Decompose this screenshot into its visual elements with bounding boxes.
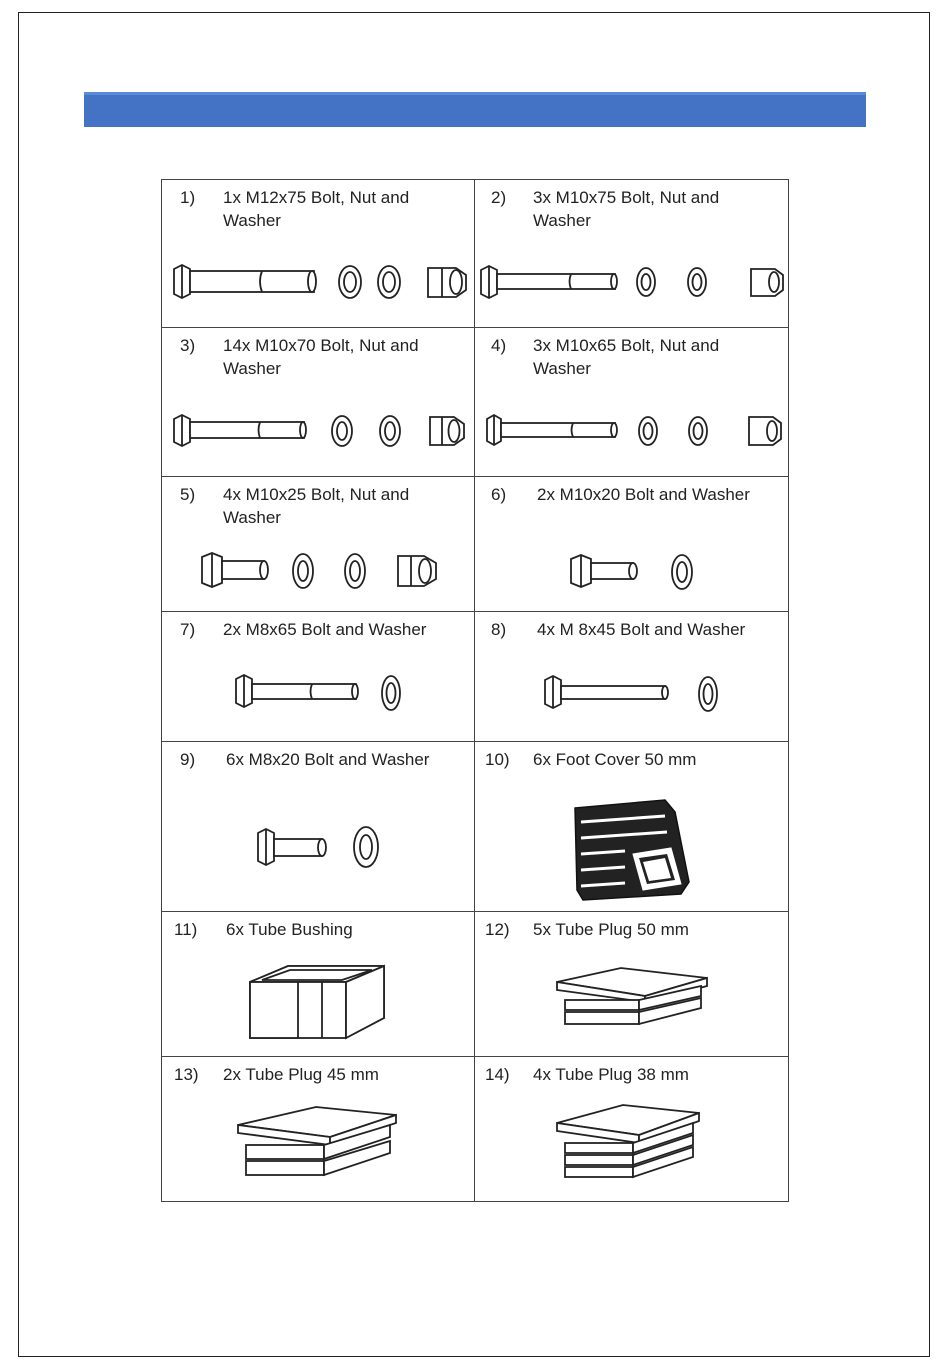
part-description: 6x Tube Bushing	[226, 920, 353, 939]
part-cell-2	[474, 180, 789, 327]
part-cell-14	[474, 1056, 789, 1202]
tube-bushing-icon	[162, 912, 475, 1057]
bolt-nut-washer-icon	[162, 477, 475, 612]
bolt-washer-icon	[475, 612, 790, 742]
part-description: 1x M12x75 Bolt, Nut and Washer	[223, 188, 410, 230]
part-cell-10	[474, 741, 789, 911]
part-number: 12)	[485, 920, 510, 939]
part-cell-4	[474, 327, 789, 476]
header-bar	[84, 92, 866, 127]
part-cell-11	[162, 911, 475, 1056]
part-description: 4x Tube Plug 38 mm	[533, 1065, 689, 1084]
part-number: 3)	[180, 336, 196, 355]
part-number: 6)	[491, 485, 507, 504]
part-description: 3x M10x65 Bolt, Nut and Washer	[533, 336, 720, 378]
part-description: 4x M 8x45 Bolt and Washer	[537, 620, 746, 639]
part-number: 4)	[491, 336, 507, 355]
part-number: 14)	[485, 1065, 510, 1084]
part-description: 3x M10x75 Bolt, Nut and Washer	[533, 188, 720, 230]
part-number: 10)	[485, 750, 510, 769]
bolt-nut-washer-icon	[475, 328, 790, 477]
part-cell-13	[162, 1056, 475, 1202]
bolt-nut-washer-icon	[162, 180, 475, 327]
part-number: 2)	[491, 188, 507, 207]
part-cell-6	[474, 476, 789, 611]
part-number: 9)	[180, 750, 196, 769]
part-description: 5x Tube Plug 50 mm	[533, 920, 689, 939]
part-cell-1	[162, 180, 475, 327]
parts-table	[161, 179, 789, 1202]
bolt-washer-icon	[162, 742, 475, 912]
part-number: 5)	[180, 485, 196, 504]
part-description: 2x Tube Plug 45 mm	[223, 1065, 379, 1084]
part-description: 4x M10x25 Bolt, Nut and Washer	[223, 485, 410, 527]
bolt-washer-icon	[162, 612, 475, 742]
part-description: 2x M10x20 Bolt and Washer	[537, 485, 750, 504]
part-number: 7)	[180, 620, 196, 639]
part-description: 6x Foot Cover 50 mm	[533, 750, 697, 769]
part-number: 13)	[174, 1065, 199, 1084]
part-description: 2x M8x65 Bolt and Washer	[223, 620, 427, 639]
part-description: 14x M10x70 Bolt, Nut and Washer	[223, 336, 419, 378]
bolt-nut-washer-icon	[475, 180, 790, 327]
tube-plug-icon	[475, 1057, 790, 1203]
part-cell-7	[162, 611, 475, 741]
tube-plug-icon	[475, 912, 790, 1057]
part-cell-8	[474, 611, 789, 741]
bolt-nut-washer-icon	[162, 328, 475, 477]
bolt-washer-icon	[475, 477, 790, 612]
part-number: 8)	[491, 620, 507, 639]
part-number: 11)	[174, 920, 198, 939]
foot-cover-icon	[475, 742, 790, 912]
part-description: 6x M8x20 Bolt and Washer	[226, 750, 430, 769]
part-number: 1)	[180, 188, 196, 207]
part-cell-9	[162, 741, 475, 911]
part-cell-5	[162, 476, 475, 611]
part-cell-12	[474, 911, 789, 1056]
part-cell-3	[162, 327, 475, 476]
tube-plug-icon	[162, 1057, 475, 1203]
